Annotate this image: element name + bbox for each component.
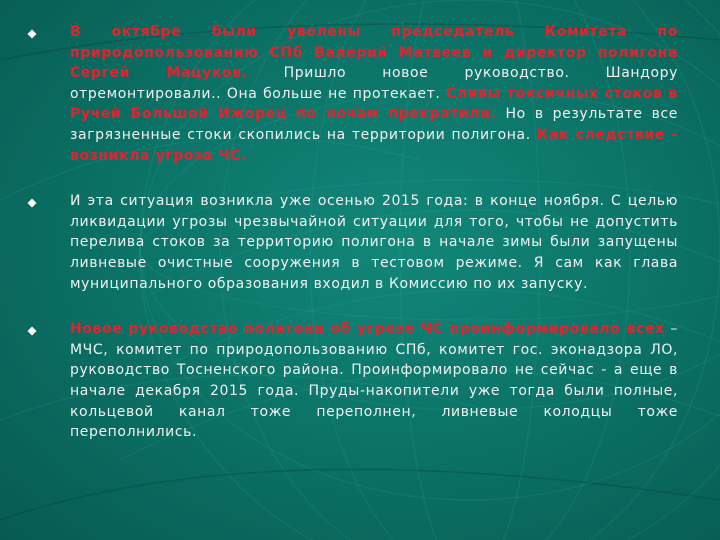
diamond-bullet-icon bbox=[27, 327, 36, 336]
emphasis-text: Как следствие - возникла угроза ЧС. bbox=[70, 126, 678, 164]
emphasis-text: Новое руководство полигона об угрозе ЧС проинформировало всех bbox=[70, 321, 665, 338]
body-text: И эта ситуация возникла уже осенью 2015 года: в конце ноября. С целью ликвидации угрозы чрезвычайной ситуации для того, чтобы не допустить перелива стоков за территорию полигона в начале зимы были запущены ливневые очистные сооружения в тестовом режиме. Я сам как глава муниципального образования входил в Комиссию по их запуску. bbox=[70, 193, 678, 292]
body-text: – МЧС, комитет по природопользованию СПб, комитет гос. эконадзора ЛО, руководство Тосненского района. Проинформировало не сейчас - а еще в начале декабря 2015 года. Пруды-накопители уже тогда были полные, кольцевой канал тоже переполнен, ливневые колодцы тоже переполнились. bbox=[70, 321, 678, 441]
bullet-item bbox=[28, 319, 678, 443]
body-text: Но в результате все загрязненные стоки скопились на территории полигона. bbox=[70, 106, 678, 143]
emphasis-text: Сливы токсичных стоков в Ручей Большой Ижорец по ночам прекратили. bbox=[70, 85, 678, 123]
bullet-item bbox=[28, 191, 678, 294]
bullet-list bbox=[28, 22, 678, 468]
diamond-bullet-icon bbox=[27, 29, 36, 38]
diamond-bullet-icon bbox=[27, 199, 36, 208]
emphasis-text: В октябре были уволены председатель Комитета по природопользованию СПб Валерий Матвеев и директор полигона Сергей Мацуков. bbox=[70, 24, 678, 82]
body-text: Пришло новое руководство. Шандору отремонтировали.. Она больше не протекает. bbox=[70, 65, 678, 102]
bullet-item bbox=[28, 22, 678, 166]
